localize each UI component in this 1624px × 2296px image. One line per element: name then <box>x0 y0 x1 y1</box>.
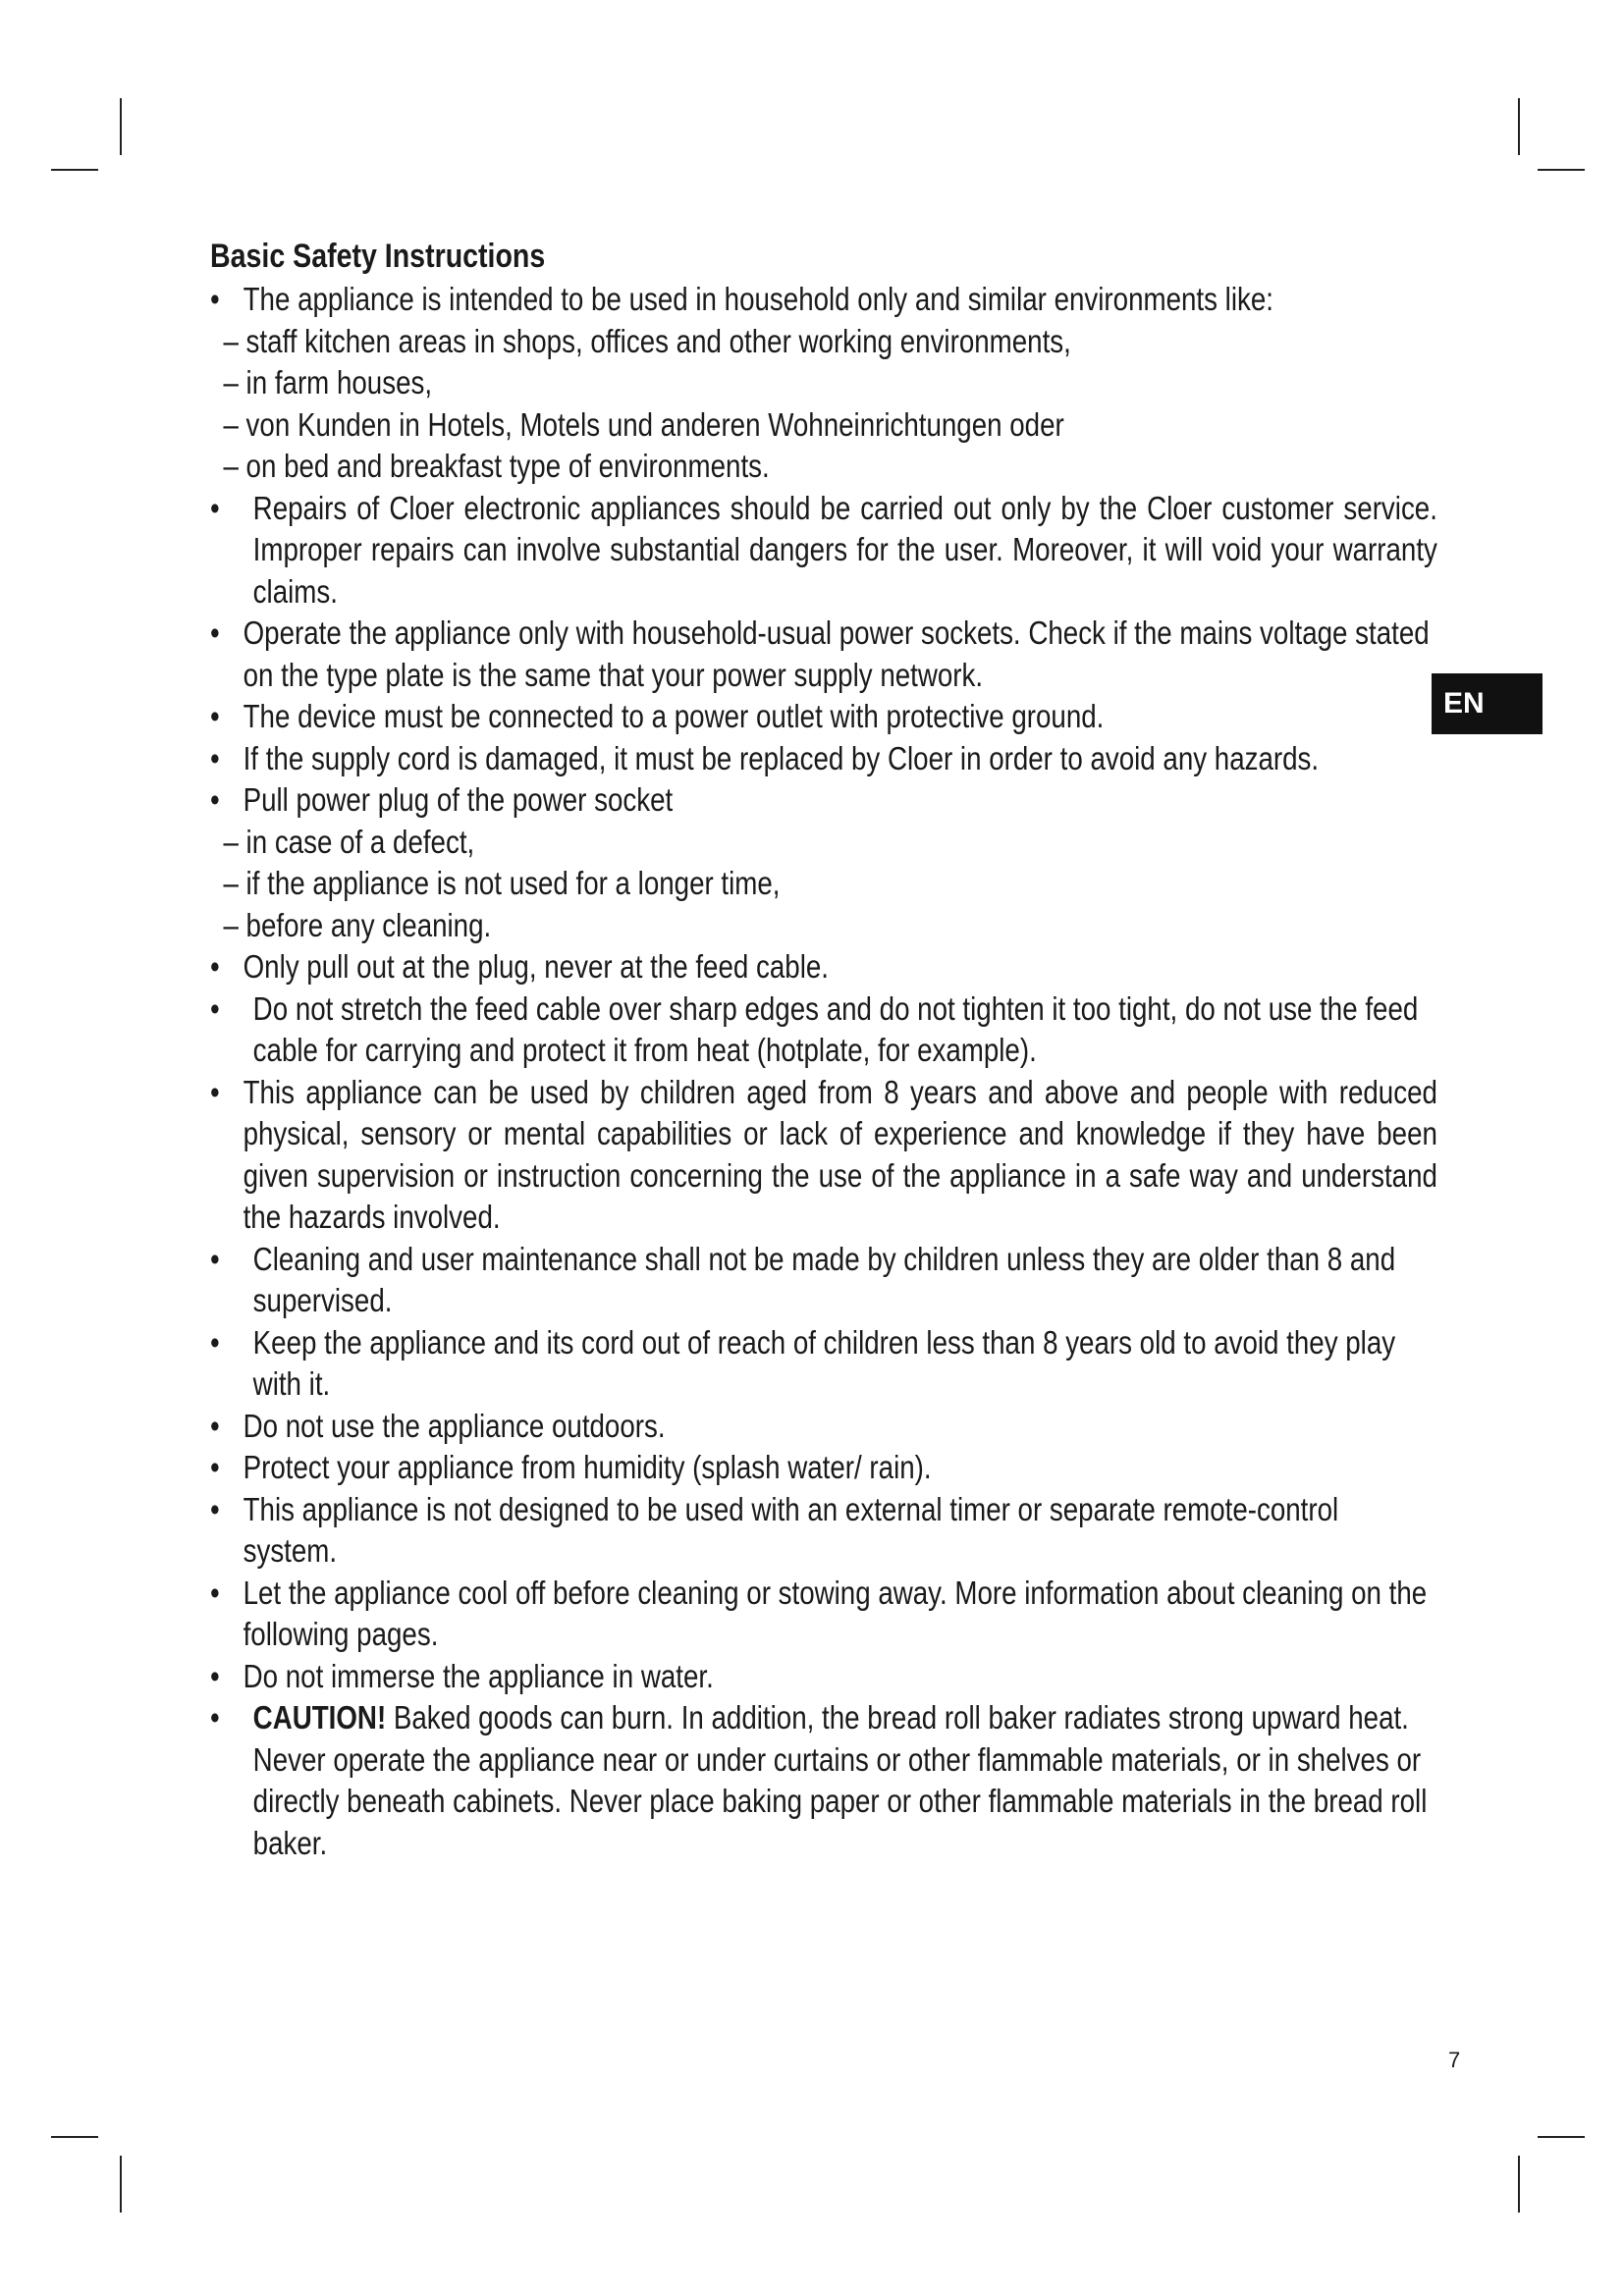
bullet: • <box>210 1490 220 1527</box>
bullet: • <box>210 614 220 651</box>
list-item: • Protect your appliance from humidity (splash water/ rain). <box>210 1447 1437 1489</box>
bullet: • <box>210 1574 220 1611</box>
list-item: • CAUTION! Baked goods can burn. In addition, the bread roll baker radiates strong upward heat. Never operate the appliance near or under curtains or other flammable materials, or in shelves or directly beneath cabinets. Never place baking paper or other flammable materials in the bread roll baker. <box>210 1699 1428 1861</box>
safety-instructions <box>210 236 1437 1864</box>
bullet: • <box>210 489 220 526</box>
bullet: • <box>210 281 220 317</box>
sub-item: – staff kitchen areas in shops, offices and other working environments, <box>223 322 1071 359</box>
list-item: • Do not immerse the appliance in water. <box>210 1656 1437 1698</box>
bullet: • <box>210 698 220 734</box>
list-item: • Do not stretch the feed cable over sharp edges and do not tighten it too tight, do not use the feed cable for carrying and protect it from heat (hotplate, for example). <box>210 989 1419 1068</box>
sub-item: – in farm houses, <box>223 364 433 400</box>
bullet: • <box>210 781 220 818</box>
crop-mark <box>51 169 98 171</box>
sub-item: – on bed and breakfast type of environments. <box>223 448 770 484</box>
sub-item: – if the appliance is not used for a longer time, <box>223 865 781 901</box>
list-item: • Operate the appliance only with household-usual power sockets. Check if the mains voltage stated on the type plate is the same that your power supply network. <box>210 614 1430 693</box>
list-item: • Only pull out at the plug, never at the feed cable. <box>210 946 1437 988</box>
page-number: 7 <box>1448 2048 1461 2072</box>
crop-mark <box>51 2136 98 2138</box>
list-item: • Cleaning and user maintenance shall not be made by children unless they are older than 8 and supervised. <box>210 1240 1396 1318</box>
bullet: • <box>210 1699 220 1735</box>
sub-item: – in case of a defect, <box>223 823 475 860</box>
list-item: • Pull power plug of the power socket <box>210 779 1437 822</box>
sub-item: – von Kunden in Hotels, Motels und anderen Wohneinrichtungen oder <box>223 405 1064 443</box>
bullet: • <box>210 948 220 985</box>
list-item: • Keep the appliance and its cord out of reach of children less than 8 years old to avoid they play with it. <box>210 1323 1396 1402</box>
crop-mark <box>1518 2156 1520 2213</box>
crop-mark <box>120 2156 122 2213</box>
caution-label: CAUTION! <box>252 1699 387 1735</box>
list-item: • Do not use the appliance outdoors. <box>210 1406 1437 1448</box>
bullet: • <box>210 1073 220 1110</box>
list-item: • The appliance is intended to be used in household only and similar environments like: <box>210 279 1437 321</box>
list-item: • This appliance is not designed to be used with an external timer or separate remote-control system. <box>210 1490 1339 1569</box>
bullet: • <box>210 1449 220 1485</box>
crop-mark <box>1538 2136 1585 2138</box>
crop-mark <box>1518 98 1520 155</box>
bullet: • <box>210 1240 220 1277</box>
bullet: • <box>210 1657 220 1694</box>
list-item: • The device must be connected to a power outlet with protective ground. <box>210 696 1437 738</box>
list-item: • This appliance can be used by children aged from 8 years and above and people with reduced physical, sensory or mental capabilities or lack of experience and knowledge if they have been given supervision or instruction concerning the use of the appliance in a safe way and understand the hazards involved. <box>210 1073 1437 1235</box>
bullet: • <box>210 1323 220 1361</box>
crop-mark <box>120 98 122 155</box>
sub-item: – before any cleaning. <box>223 906 492 943</box>
list-item: • Let the appliance cool off before cleaning or stowing away. More information about cleaning on the following pages. <box>210 1574 1428 1652</box>
bullet: • <box>210 989 220 1027</box>
bullet: • <box>210 739 220 776</box>
list-item: • Repairs of Cloer electronic appliances should be carried out only by the Cloer customer service. Improper repairs can involve substantial dangers for the user. Moreover, it will void your warranty claims. <box>210 489 1437 610</box>
section-heading: Basic Safety Instructions <box>210 238 546 275</box>
bullet: • <box>210 1407 220 1444</box>
crop-mark <box>1538 169 1585 171</box>
list-item: • If the supply cord is damaged, it must be replaced by Cloer in order to avoid any hazards. <box>210 738 1437 780</box>
language-tab: EN <box>1432 673 1543 734</box>
